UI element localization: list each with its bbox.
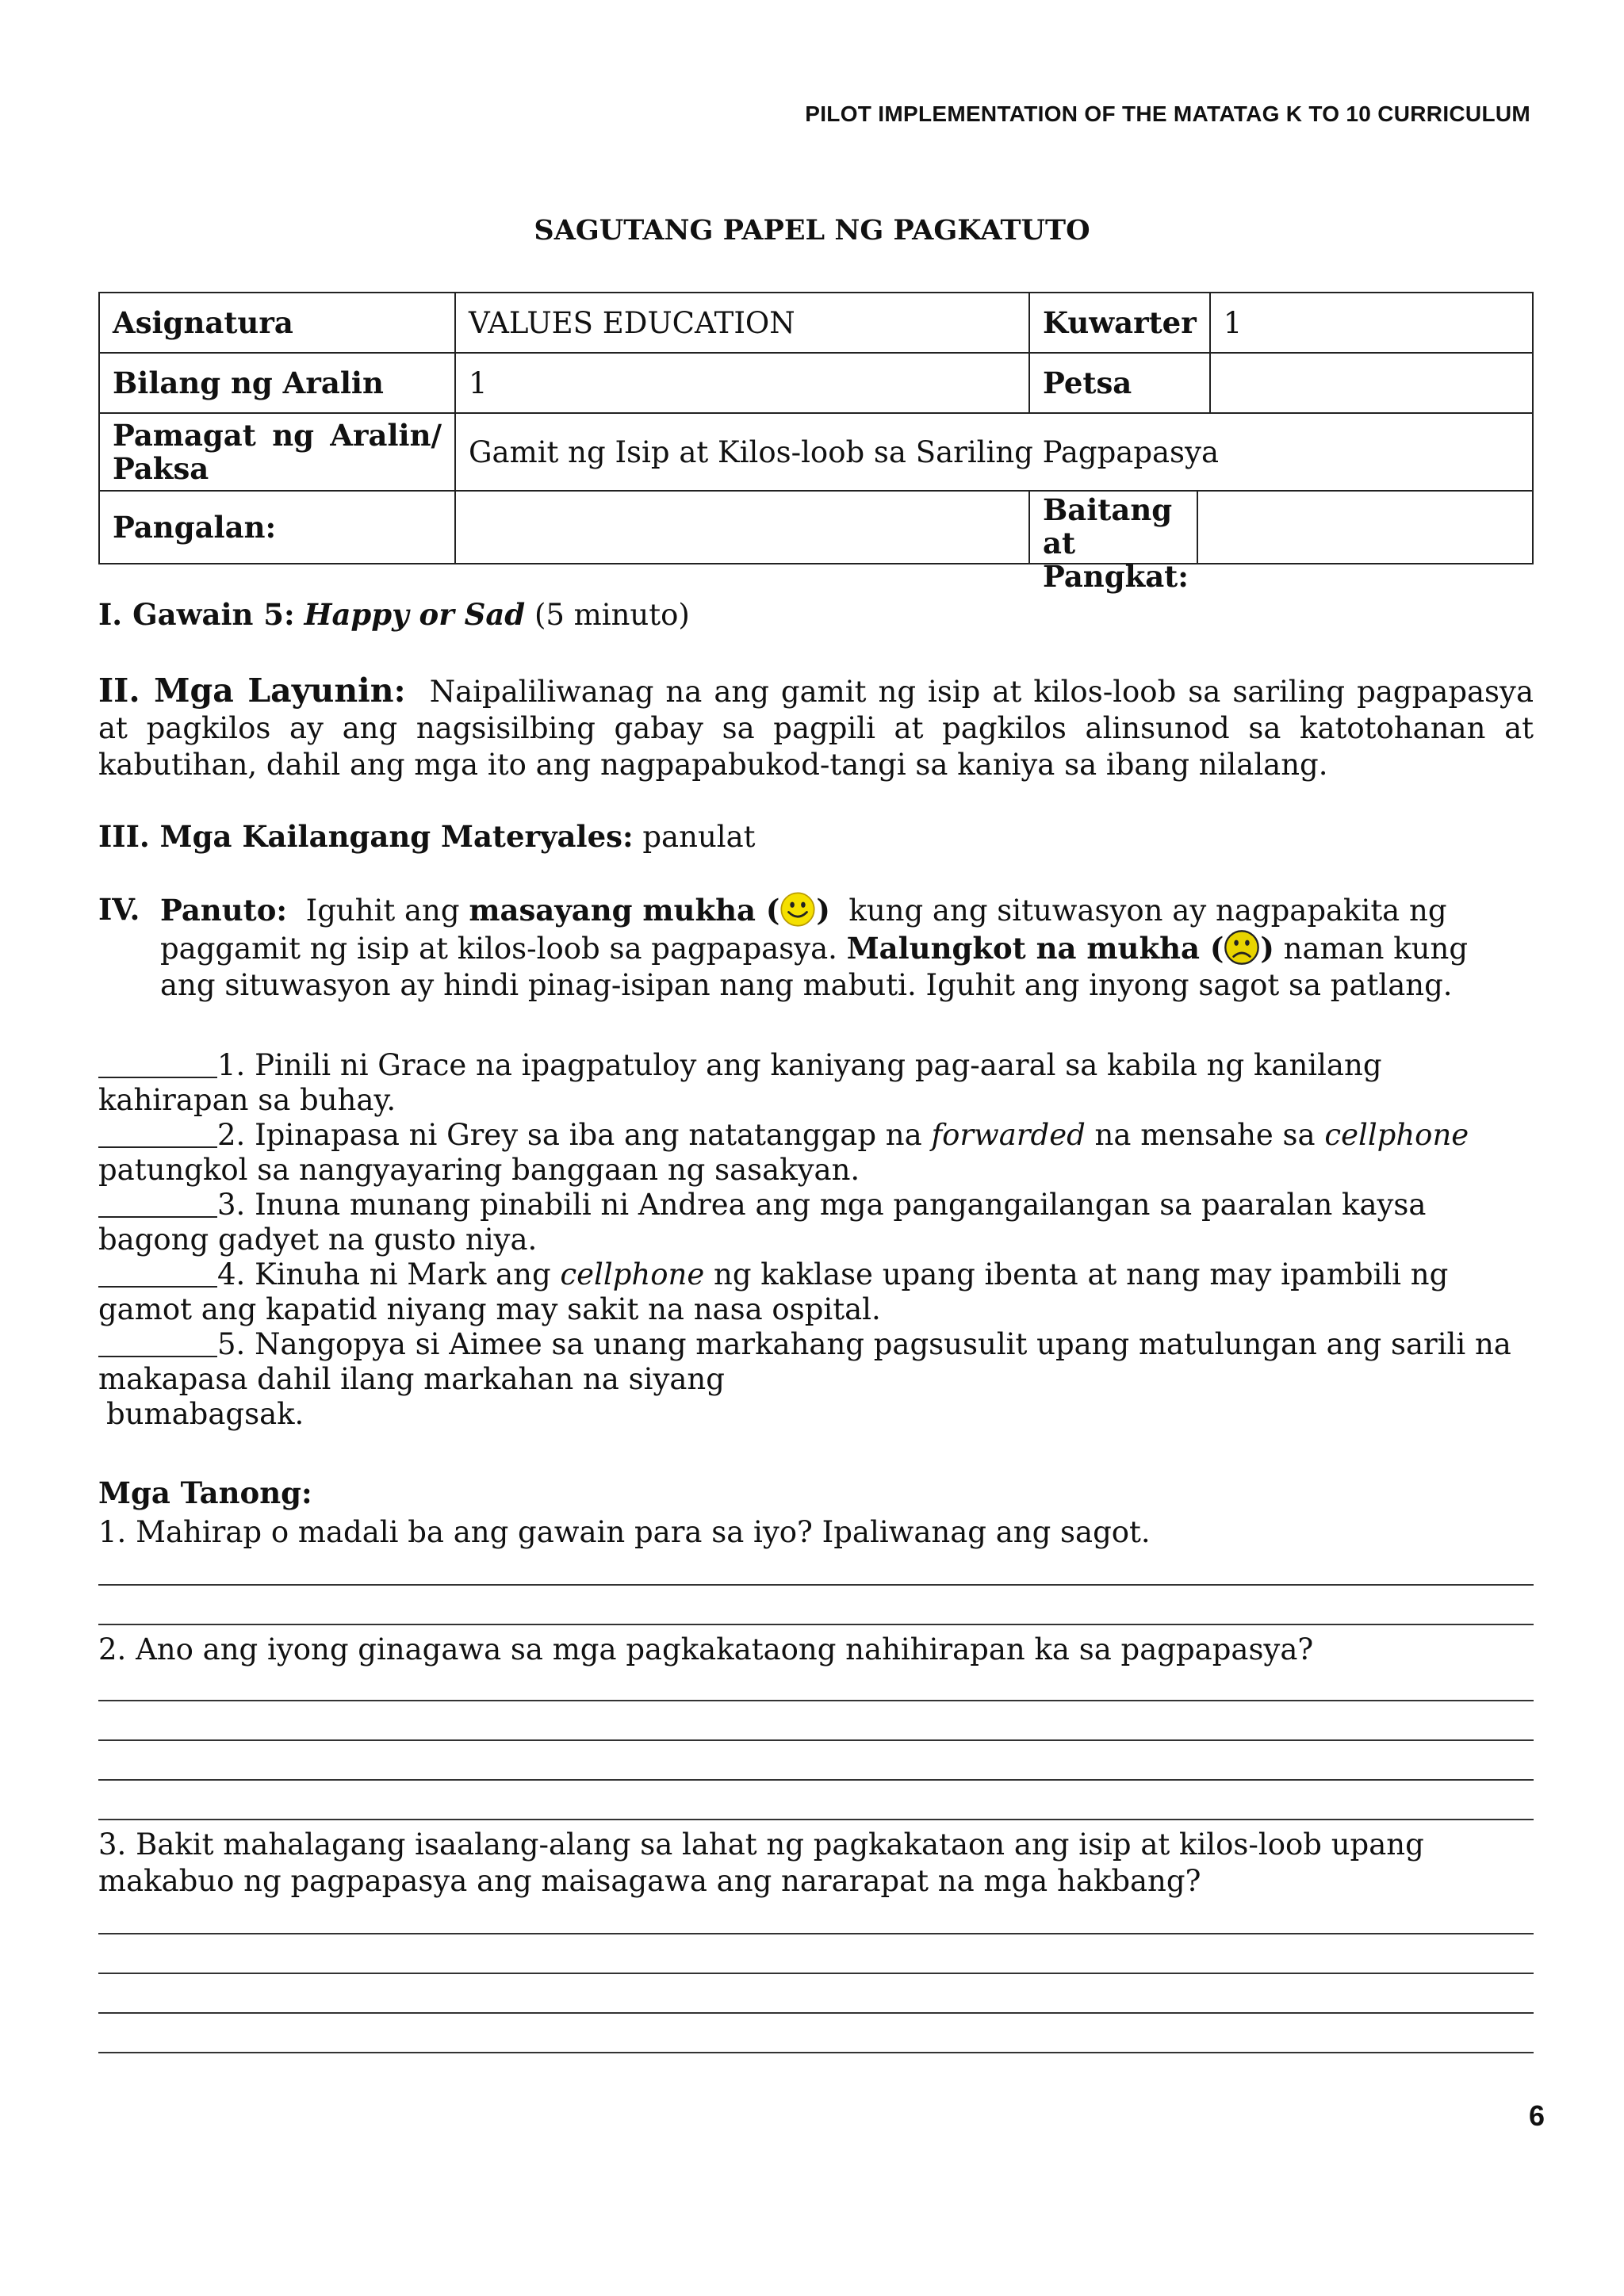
bilang-label: Bilang ng Aralin [99,353,455,413]
gawain-title: Happy or Sad [304,597,526,632]
baitang-value[interactable] [1198,492,1532,563]
situation-item-3 [98,1188,1534,1257]
answer-line[interactable] [98,1973,1534,1974]
happy-face-label: masayang mukha ( [469,893,780,928]
baitang-label [1030,492,1198,594]
materyales-text: panulat [642,820,756,854]
answer-line[interactable] [98,1739,1534,1741]
panuto-text-1: Iguhit ang [305,894,460,928]
sad-face-icon [1224,929,1260,966]
gawain-section [98,596,1534,633]
situation-text-3: 3. Inuna munang pinabili ni Andrea ang mga pangangailangan sa paaralan kaysa bagong gadyet na gusto niya. [98,1188,1427,1257]
situation-text-2-forwarded: forwarded [931,1118,1086,1152]
sad-face-label: Malungkot na mukha ( [846,931,1224,966]
page-title: SAGUTANG PAPEL NG PAGKATUTO [534,214,1090,247]
answer-line[interactable] [98,1933,1534,1934]
situation-text-2b: na mensahe sa [1085,1118,1325,1152]
question-1: 1. Mahirap o madali ba ang gawain para sa iyo? Ipaliwanag ang sagot. [98,1515,1151,1549]
situation-text-1: 1. Pinili ni Grace na ipagpatuloy ang kaniyang pag-aaral sa kabila ng kanilang kahirapan sa buhay. [98,1048,1382,1117]
panuto-section [98,891,1534,1004]
kuwarter-label: Kuwarter [1029,293,1210,353]
situation-item-2 [98,1118,1534,1188]
layunin-label: II. Mga Layunin: [98,672,406,710]
answer-line[interactable] [98,2052,1534,2053]
layunin-section [98,672,1534,783]
kuwarter-value: 1 [1210,293,1533,353]
pamagat-label-line1: Pamagat ng Aralin/ [113,418,442,453]
baitang-label-line2: Pangkat: [1043,559,1189,594]
layunin-text: Naipaliliwanag na ang gamit ng isip at kilos-loob sa sariling pagpapasya at pagkilos ay ang nagsisilbing gabay sa pagpili at pagkilos alinsunod sa katotohanan at kabutihan, dahil ang mga ito ang nagpapabukod-tangi sa kaniya sa ibang nilalang. [98,675,1534,782]
pamagat-value: Gamit ng Isip at Kilos-loob sa Sariling Pagpapasya [455,413,1533,491]
situation-item-4 [98,1257,1534,1327]
situation-item-1 [98,1048,1534,1118]
answer-blank-4[interactable] [98,1262,217,1288]
baitang-label-line1: Baitang at [1043,492,1173,561]
answer-blank-2[interactable] [98,1123,217,1148]
panuto-label: Panuto: [160,893,288,928]
situation-text-4-cellphone: cellphone [560,1257,705,1292]
gawain-duration: (5 minuto) [534,598,690,632]
bilang-value: 1 [455,353,1029,413]
situation-list [98,1048,1534,1432]
situation-text-5-cont: bumabagsak. [106,1397,304,1431]
situation-text-4a: 4. Kinuha ni Mark ang [217,1257,561,1292]
happy-face-close: ) [816,893,830,928]
situation-text-5: 5. Nangopya si Aimee sa unang markahang pagsusulit upang matulungan ang sarili na makapasa dahil ilang markahan na siyang [98,1327,1511,1396]
baitang-cell [1029,491,1533,594]
curriculum-header: PILOT IMPLEMENTATION OF THE MATATAG K TO 10 CURRICULUM [805,101,1530,126]
answer-blank-5[interactable] [98,1332,217,1357]
panuto-text-2: kung ang situwasyon ay nagpapakita ng paggamit ng isip at kilos-loob sa pagpapasya. [160,894,1447,966]
materyales-label: III. Mga Kailangang Materyales: [98,819,634,854]
situation-text-2c: patungkol sa nangyayaring banggaan ng sasakyan. [98,1153,860,1187]
materyales-section [98,818,1534,855]
answer-blank-3[interactable] [98,1192,217,1218]
situation-text-2a: 2. Ipinapasa ni Grey sa iba ang natatanggap na [217,1118,932,1152]
answer-line[interactable] [98,1779,1534,1781]
gawain-label: I. Gawain 5: [98,597,295,632]
answer-line[interactable] [98,1700,1534,1701]
answer-blank-1[interactable] [98,1053,217,1078]
tanong-heading: Mga Tanong: [98,1475,312,1510]
panuto-num: IV. [98,892,140,927]
info-table [98,292,1534,594]
petsa-label: Petsa [1029,353,1210,413]
answer-line[interactable] [98,1819,1534,1820]
pamagat-label [99,413,455,491]
answer-line[interactable] [98,1584,1534,1586]
pangalan-value[interactable] [455,491,1029,564]
question-3: 3. Bakit mahalagang isaalang-alang sa lahat ng pagkakataon ang isip at kilos-loob upang makabuo ng pagpapasya ang maisagawa ang nararapat na mga hakbang? [98,1827,1424,1898]
situation-item-5 [98,1327,1534,1432]
situation-text-4b: ng kaklase upang ibenta at nang may ipambili ng gamot ang kapatid niyang may sakit na nasa ospital. [98,1257,1449,1326]
answer-line[interactable] [98,1624,1534,1625]
sad-face-close: ) [1260,931,1274,966]
asignatura-label: Asignatura [99,293,455,353]
pamagat-label-line2: Paksa [113,451,209,486]
pangalan-label: Pangalan: [99,491,455,564]
asignatura-value: VALUES EDUCATION [455,293,1029,353]
question-2: 2. Ano ang iyong ginagawa sa mga pagkakataong nahihirapan ka sa pagpapasya? [98,1632,1314,1667]
situation-text-2-cellphone: cellphone [1324,1118,1469,1152]
page-number: 6 [1528,2099,1545,2132]
happy-face-icon [779,891,816,928]
petsa-value[interactable] [1210,353,1533,413]
answer-line[interactable] [98,2012,1534,2014]
panuto-text-3: naman kung ang situwasyon ay hindi pinag-isipan nang mabuti. Iguhit ang inyong sagot sa patlang. [160,932,1469,1002]
